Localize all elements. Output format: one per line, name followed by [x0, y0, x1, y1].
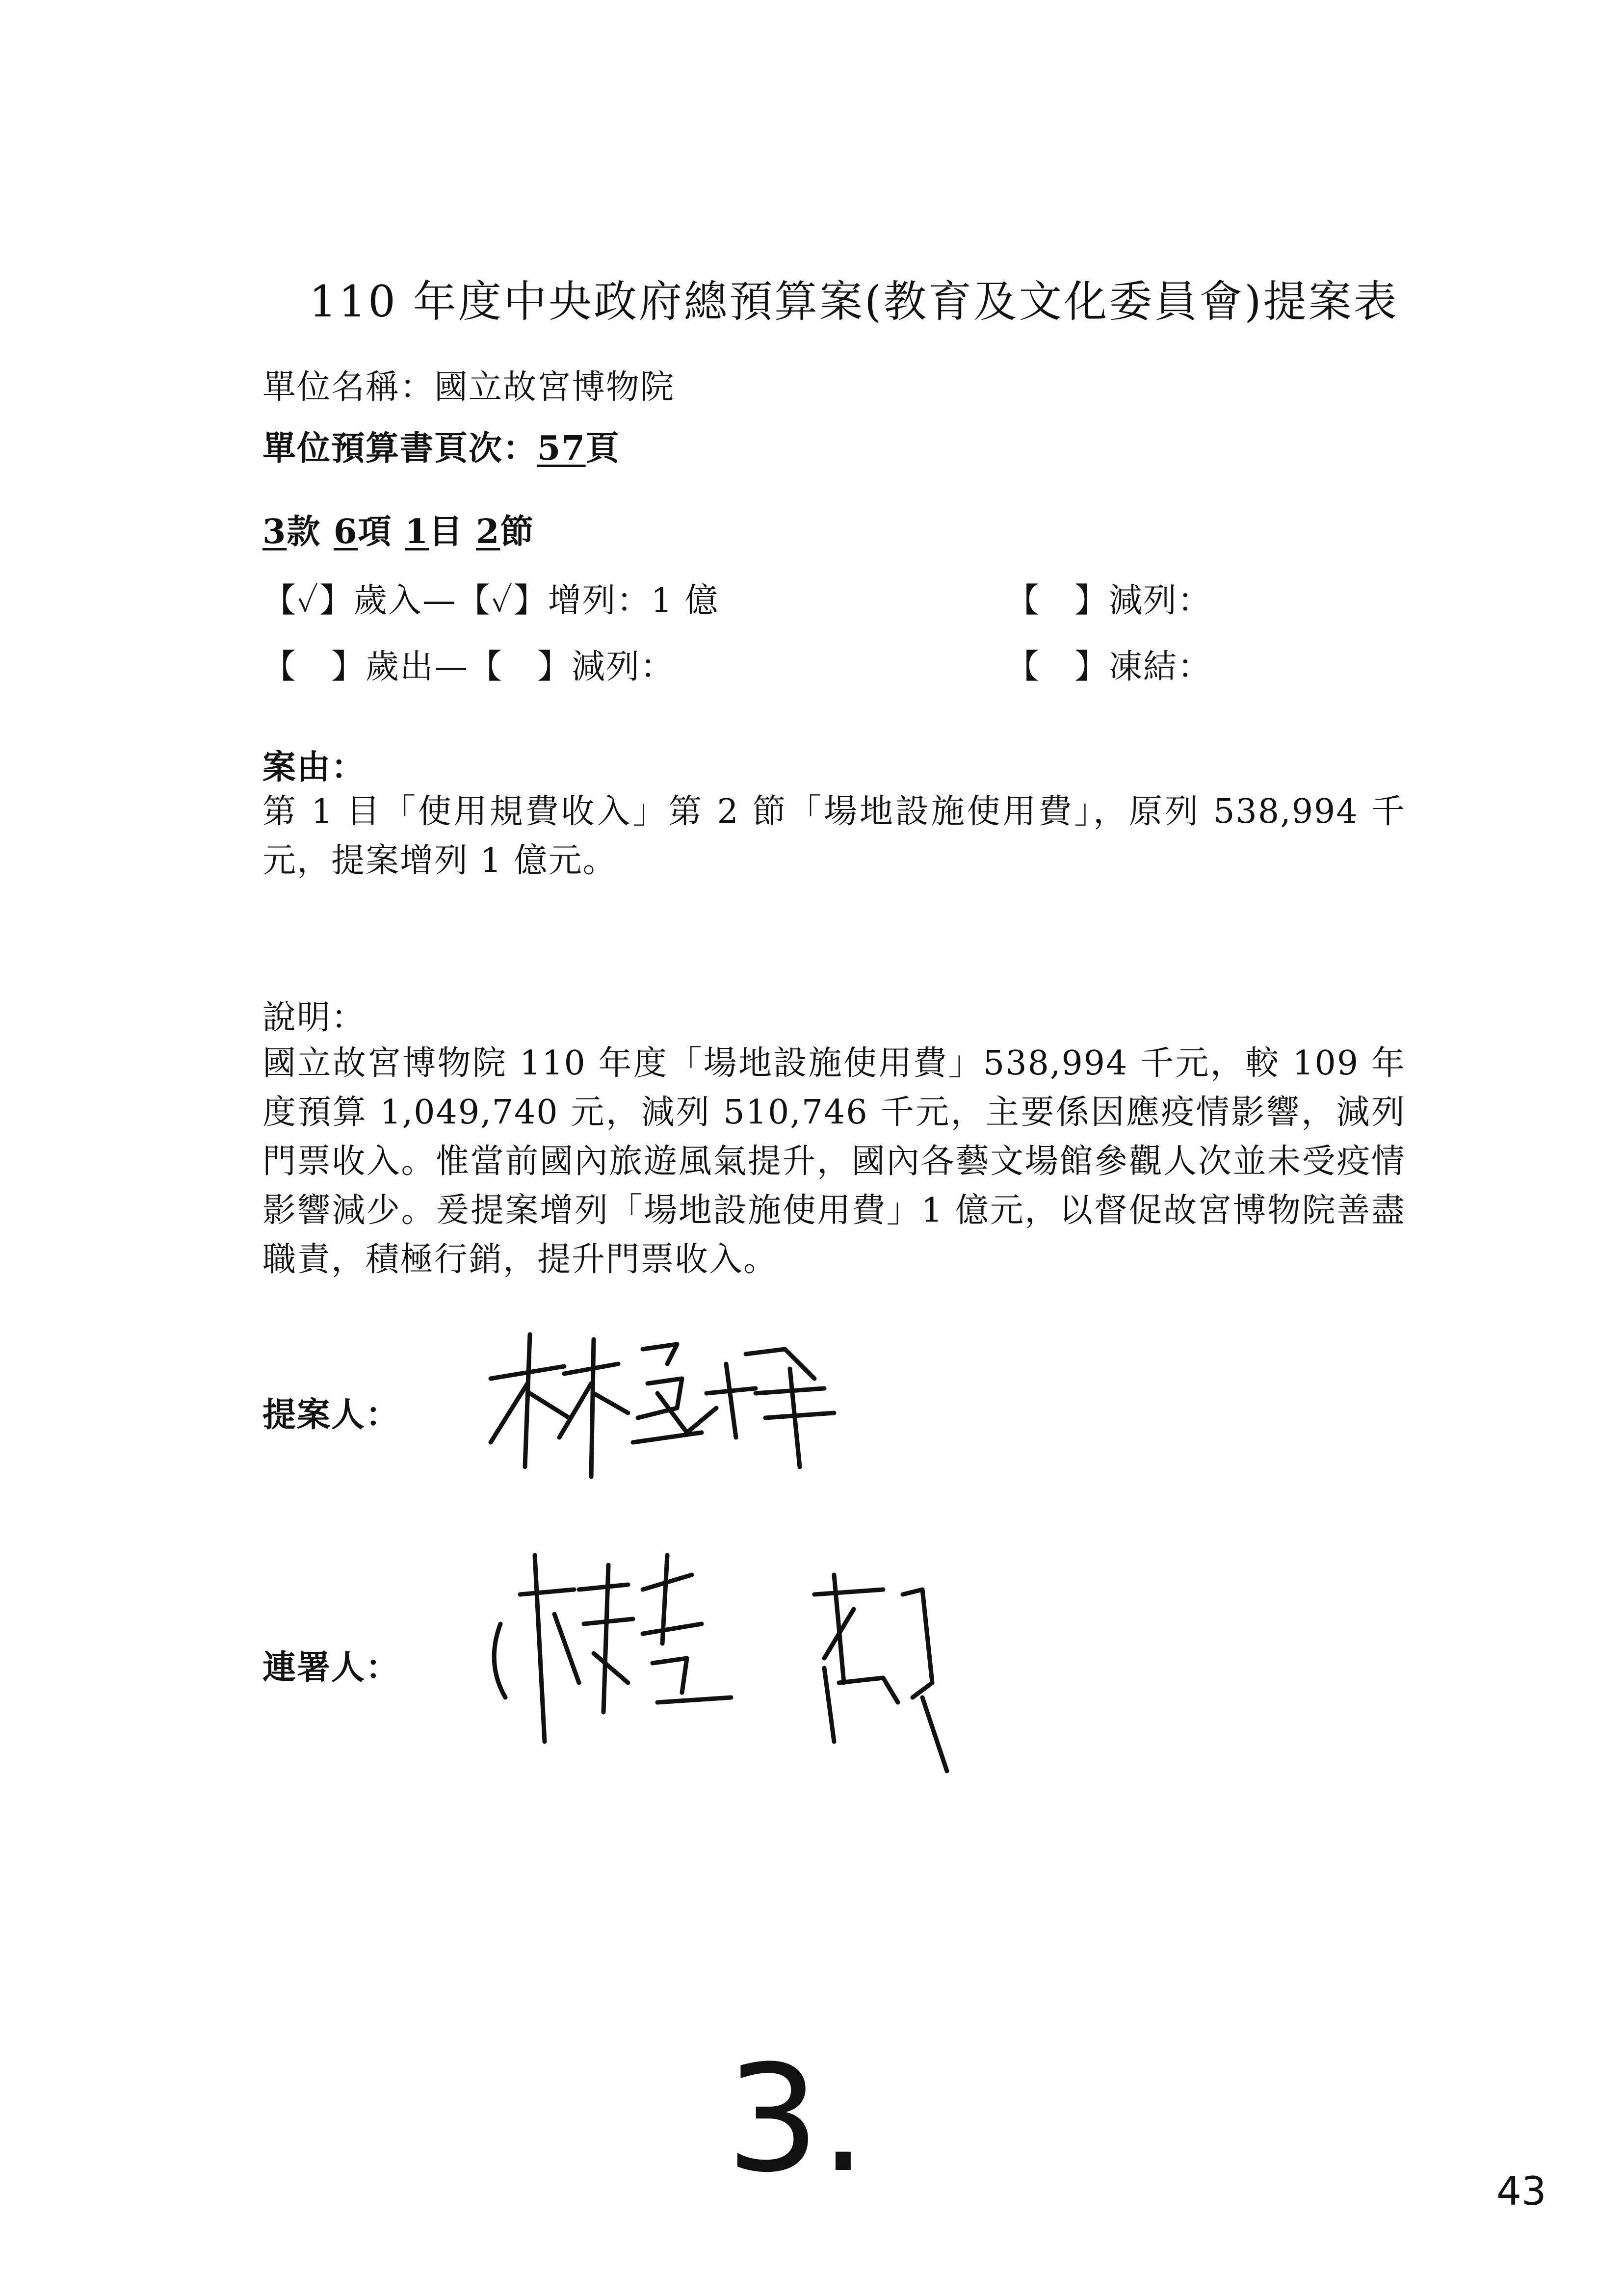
- checkbox-freeze: 【 】凍結：: [1006, 648, 1212, 686]
- item-jie: 2: [476, 512, 500, 551]
- item-mu-label: 目: [429, 512, 464, 551]
- budget-page-unit: 頁: [585, 429, 620, 468]
- reason-heading: 案由：: [262, 748, 366, 787]
- unit-name: 單位名稱：國立故宮博物院: [262, 368, 675, 407]
- cosigner-label: 連署人：: [262, 1648, 400, 1687]
- budget-item-line: [262, 505, 534, 553]
- checkbox-revenue-cut: 【 】減列：: [1006, 581, 1212, 620]
- checkbox-expenditure-cut: 【 】歲出—【 】減列：: [262, 648, 675, 686]
- item-xiang: 6: [334, 512, 358, 551]
- budget-page-line: [262, 422, 620, 470]
- cosigner-signature: [481, 1536, 1021, 1810]
- document-title: 110 年度中央政府總預算案(教育及文化委員會)提案表: [309, 276, 1399, 327]
- reason-text: 第 1 目「使用規費收入」第 2 節「場地設施使用費」，原列 538,994 千元，提案增列 1 億元。: [262, 792, 1406, 880]
- proposer-signature: [471, 1320, 864, 1482]
- explanation-text: 國立故宮博物院 110 年度「場地設施使用費」538,994 千元，較 109 年度預算 1,049,740 元，減列 510,746 千元，主要係因應疫情影響，減列門票收入。惟當前國內旅遊風氣提升，國內各藝文場館參觀人次並未受疫情影響減少。爰提案增列「場地設施使用費」1 億元，以督促故宮博物院善盡職責，積極行銷，提升門票收入。: [262, 1044, 1406, 1279]
- item-mu: 1: [405, 512, 429, 551]
- item-kuan: 3: [262, 512, 287, 551]
- handwritten-number: 3.: [726, 2034, 867, 2205]
- item-jie-label: 節: [500, 512, 535, 551]
- checkbox-revenue-increase: 【✓】歲入—【✓】增列：1 億: [262, 581, 719, 620]
- explanation-heading: 說明：: [262, 998, 366, 1037]
- item-xiang-label: 項: [358, 512, 393, 551]
- item-kuan-label: 款: [287, 512, 321, 551]
- proposer-label: 提案人：: [262, 1395, 400, 1435]
- page-number: 43: [1496, 2168, 1546, 2214]
- budget-page-number: 57: [537, 429, 586, 468]
- budget-page-label: 單位預算書頁次：: [262, 429, 538, 468]
